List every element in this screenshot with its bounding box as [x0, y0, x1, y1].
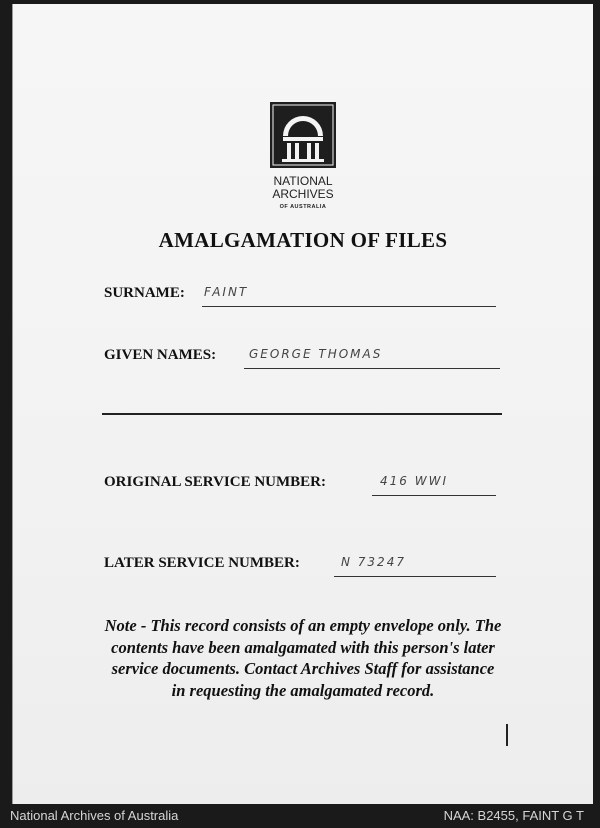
given-names-rule — [244, 368, 500, 369]
original-service-number-field — [104, 474, 496, 496]
given-names-field — [104, 347, 500, 369]
document-page — [12, 4, 593, 804]
original-service-number-label: ORIGINAL SERVICE NUMBER: — [104, 474, 327, 490]
blank-rule — [102, 413, 502, 415]
pen-mark — [506, 724, 508, 746]
footer-archive-name: National Archives of Australia — [10, 808, 179, 823]
original-service-number-value: 416 WWI — [380, 474, 448, 488]
logo-text-national: NATIONAL — [273, 174, 333, 188]
logo-text-of-australia: OF AUSTRALIA — [279, 204, 327, 210]
later-service-number-rule — [334, 576, 496, 577]
logo-text-archives: ARCHIVES — [272, 187, 334, 201]
amalgamation-note: Note - This record consists of an empty envelope only. The contents have been amalgamated with this person's later service documents. Contact Archives Staff for assistance in requesting the amalgamated record. — [104, 616, 502, 700]
later-service-number-label: LATER SERVICE NUMBER: — [104, 555, 300, 571]
surname-value: FAINT — [204, 285, 249, 299]
surname-rule — [202, 306, 496, 307]
archives-building-icon — [270, 102, 336, 168]
original-service-number-rule — [372, 495, 496, 496]
later-service-number-value: N 73247 — [341, 555, 406, 569]
footer-record-reference: NAA: B2455, FAINT G T — [443, 808, 584, 823]
later-service-number-field — [104, 555, 496, 577]
surname-field — [104, 285, 496, 307]
given-names-label: GIVEN NAMES: — [104, 347, 217, 363]
surname-label: SURNAME: — [104, 285, 185, 301]
given-names-value: GEORGE THOMAS — [249, 347, 383, 361]
naa-logo — [270, 102, 336, 212]
document-title: AMALGAMATION OF FILES — [158, 228, 448, 252]
